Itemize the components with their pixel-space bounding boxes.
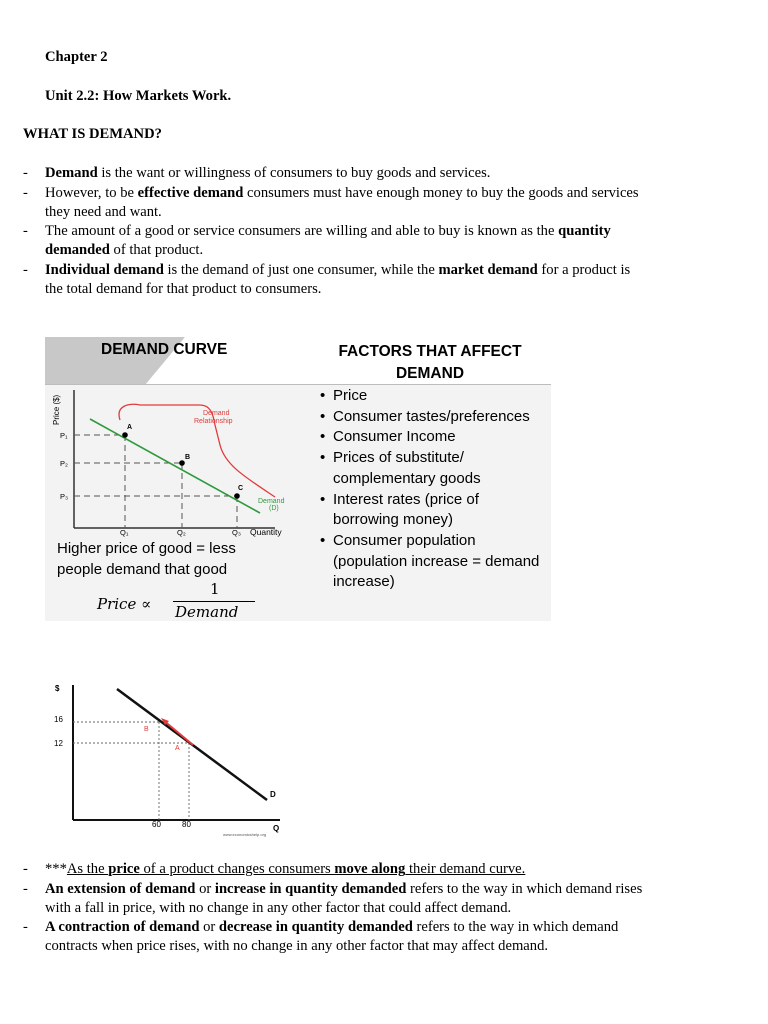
y-tick: P₁ [60, 431, 68, 440]
curve-label: D [270, 790, 276, 799]
factor-item: • Consumer Income [320, 427, 543, 448]
bullet-extension-of-demand: An extension of demand or increase in quantity demanded refers to the way in which demand rises with a fall in price, with no change in any other factor that could affect demand. [45, 881, 643, 917]
bullet-dash: - [23, 861, 28, 877]
section-title: WHAT IS DEMAND? [23, 126, 162, 142]
movement-chart [45, 675, 307, 840]
x-tick: 80 [182, 820, 191, 829]
x-tick: Q₁ [120, 528, 129, 537]
x-tick: Q₃ [232, 528, 241, 537]
bullet-demand: Demand is the want or willingness of consumers to buy goods and services. [45, 165, 491, 181]
factor-item: • Prices of substitute/ complementary goods [320, 448, 538, 489]
y-tick: P₃ [60, 492, 69, 501]
factor-item: • Price [320, 386, 543, 407]
x-tick: 60 [152, 820, 161, 829]
relationship-label: Demand [203, 410, 230, 417]
factors-title: FACTORS THAT AFFECT DEMAND [338, 343, 522, 382]
point-a-label: A [175, 745, 180, 752]
unit-heading: Unit 2.2: How Markets Work. [45, 88, 232, 104]
point-a-label: A [127, 424, 133, 431]
watermark: www.economicshelp.org [223, 832, 267, 837]
bullet-dash: - [23, 262, 28, 278]
factor-item: • Consumer tastes/preferences [320, 407, 533, 428]
demand-curve-title: DEMAND CURVE [101, 341, 228, 358]
guide-lines [74, 435, 237, 528]
bullet-contraction-of-demand: A contraction of demand or decrease in quantity demanded refers to the way in which demand contracts when price rises, with no change in any other factor that may affect demand. [45, 919, 619, 955]
bullet-move-along: ***As the price of a product changes consumers move along their demand curve. [45, 861, 526, 877]
movement-along-curve-figure [45, 675, 307, 840]
movement-arrow [163, 720, 193, 745]
y-axis-label: $ [55, 684, 60, 693]
figure-caption: Higher price of good = less people demand that good [57, 540, 236, 578]
demand-curve-line [90, 419, 260, 513]
x-axis-label: Q [273, 824, 280, 833]
guide-lines [73, 722, 189, 820]
relationship-label: Relationship [194, 418, 233, 425]
x-axis-label: Quantity [250, 527, 282, 537]
bullet-dash: - [23, 919, 28, 935]
y-axis-label: Price ($) [52, 394, 61, 425]
point-b-label: B [144, 726, 149, 733]
point-c-label: C [238, 485, 244, 492]
y-tick: 16 [54, 715, 63, 724]
bullet-quantity-demanded: The amount of a good or service consumers are willing and able to buy is known as the quantity demanded of that product. [45, 223, 611, 259]
x-tick: Q₂ [177, 528, 186, 537]
demand-curve-figure: DEMAND CURVE FACTORS THAT AFFECT DEMAND • Price • Consumer tastes/preferences • Consumer Income • Prices of substitute/ complementary goods • Interest rates (price of borrowing money) • Consumer population (population increase = demand increase) Price ($) Quantity P₁ P₂ P₃ Q₁ Q₂ Q₃ A B C Demand Relationship Demand (D) Higher price of good = less people demand that good Price ∝ 1 Demand [45, 337, 551, 621]
chapter-heading: Chapter 2 [45, 49, 108, 65]
y-tick: P₂ [60, 459, 68, 468]
bullet-dash: - [23, 881, 28, 897]
point-a [122, 432, 128, 438]
point-b-label: B [185, 454, 191, 461]
point-c [234, 493, 240, 499]
bullet-dash: - [23, 165, 28, 181]
bullet-individual-demand: Individual demand is the demand of just one consumer, while the market demand for a product is the total demand for that product to consumers. [45, 262, 631, 298]
curve-label: Demand [258, 498, 285, 505]
point-b [179, 460, 185, 466]
bullet-effective-demand: However, to be effective demand consumers must have enough money to buy the goods and services they need and want. [45, 185, 639, 221]
demand-curve-chart [45, 385, 315, 537]
factor-item: • Interest rates (price of borrowing money) [320, 490, 538, 531]
bullet-dash: - [23, 185, 28, 201]
curve-label: (D) [269, 505, 279, 512]
y-tick: 12 [54, 739, 63, 748]
factor-item: • Consumer population (population increase = demand increase) [320, 531, 543, 593]
bullet-dash: - [23, 223, 28, 239]
factors-list [320, 386, 543, 593]
